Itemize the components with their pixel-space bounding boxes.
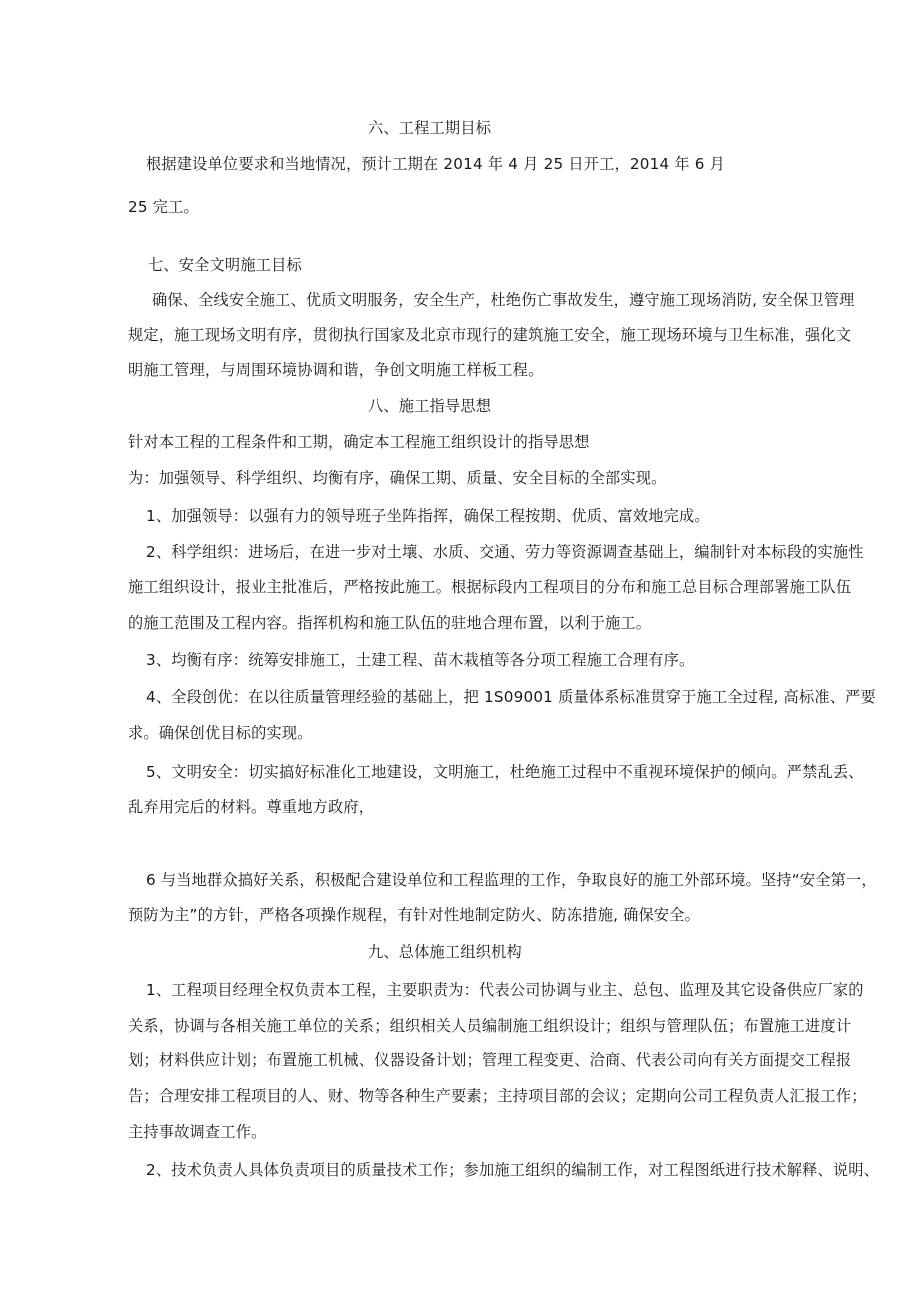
paragraph-line: 的施工范围及工程内容。指挥机构和施工队伍的驻地合理布置，以利于施工。 — [128, 614, 652, 632]
paragraph-line: 关系，协调与各相关施工单位的关系；组织相关人员编制施工组织设计；组织与管理队伍；布置施工进度计 — [128, 1017, 852, 1035]
list-item: 2、科学组织：进场后，在进一步对土壤、水质、交通、劳力等资源调查基础上，编制针对本标段的实施性 — [146, 543, 864, 561]
list-item: 3、均衡有序：统筹安排施工，土建工程、苗木栽植等各分项工程施工合理有序。 — [146, 651, 695, 669]
list-item: 2、技术负责人具体负责项目的质量技术工作；参加施工组织的编制工作，对工程图纸进行技术解释、说明、 — [146, 1161, 880, 1179]
paragraph-line: 主持事故调查工作。 — [128, 1123, 267, 1141]
paragraph-line: 乱弃用完后的材料。尊重地方政府， — [128, 798, 375, 816]
list-item: 4、全段创优：在以往质量管理经验的基础上，把 1S09001 质量体系标准贯穿于施工全过程, 高标准、严要 — [146, 688, 876, 706]
list-item: 1、加强领导：以强有力的领导班子坐阵指挥，确保工程按期、优质、富效地完成。 — [146, 507, 710, 525]
paragraph-line: 确保、全线安全施工、优质文明服务，安全生产，杜绝伤亡事故发生，遵守施工现场消防, 安全保卫管理 — [152, 291, 855, 309]
section-heading-9: 九、总体施工组织机构 — [368, 943, 522, 961]
section-heading-8: 八、施工指导思想 — [368, 397, 492, 415]
paragraph-line: 规定，施工现场文明有序，贯彻执行国家及北京市现行的建筑施工安全，施工现场环境与卫生标准，强化文 — [128, 326, 852, 344]
paragraph-line: 求。确保创优目标的实现。 — [128, 724, 313, 742]
list-item: 5、文明安全：切实搞好标准化工地建设，文明施工，杜绝施工过程中不重视环境保护的倾向。严禁乱丢、 — [146, 763, 864, 781]
paragraph-line: 根据建设单位要求和当地情况，预计工期在 2014 年 4 月 25 日开工，2014 年 6 月 — [146, 155, 726, 173]
list-item: 1、工程项目经理全权负责本工程，主要职责为：代表公司协调与业主、总包、监理及其它设备供应厂家的 — [146, 981, 864, 999]
paragraph-line: 25 完工。 — [128, 198, 199, 216]
paragraph-line: 施工组织设计，报业主批准后，严格按此施工。根据标段内工程项目的分布和施工总目标合理部署施工队伍 — [128, 578, 852, 596]
paragraph-line: 针对本工程的工程条件和工期，确定本工程施工组织设计的指导思想 — [128, 433, 590, 451]
paragraph-line: 明施工管理，与周围环境协调和谐，争创文明施工样板工程。 — [128, 361, 544, 379]
paragraph-line: 为：加强领导、科学组织、均衡有序，确保工期、质量、安全目标的全部实现。 — [128, 469, 667, 487]
section-heading-7: 七、安全文明施工目标 — [148, 256, 302, 274]
paragraph-line: 预防为主”的方针，严格各项操作规程，有针对性地制定防火、防冻措施, 确保安全。 — [128, 906, 701, 924]
paragraph-line: 告；合理安排工程项目的人、财、物等各种生产要素；主持项目部的会议；定期向公司工程负责人汇报工作； — [128, 1087, 867, 1105]
paragraph-line: 划；材料供应计划；布置施工机械、仪器设备计划；管理工程变更、洽商、代表公司向有关方面提交工程报 — [128, 1051, 852, 1069]
section-heading-6: 六、工程工期目标 — [368, 119, 492, 137]
list-item: 6 与当地群众搞好关系，积极配合建设单位和工程监理的工作，争取良好的施工外部环境。坚持“安全第一， — [146, 871, 877, 889]
